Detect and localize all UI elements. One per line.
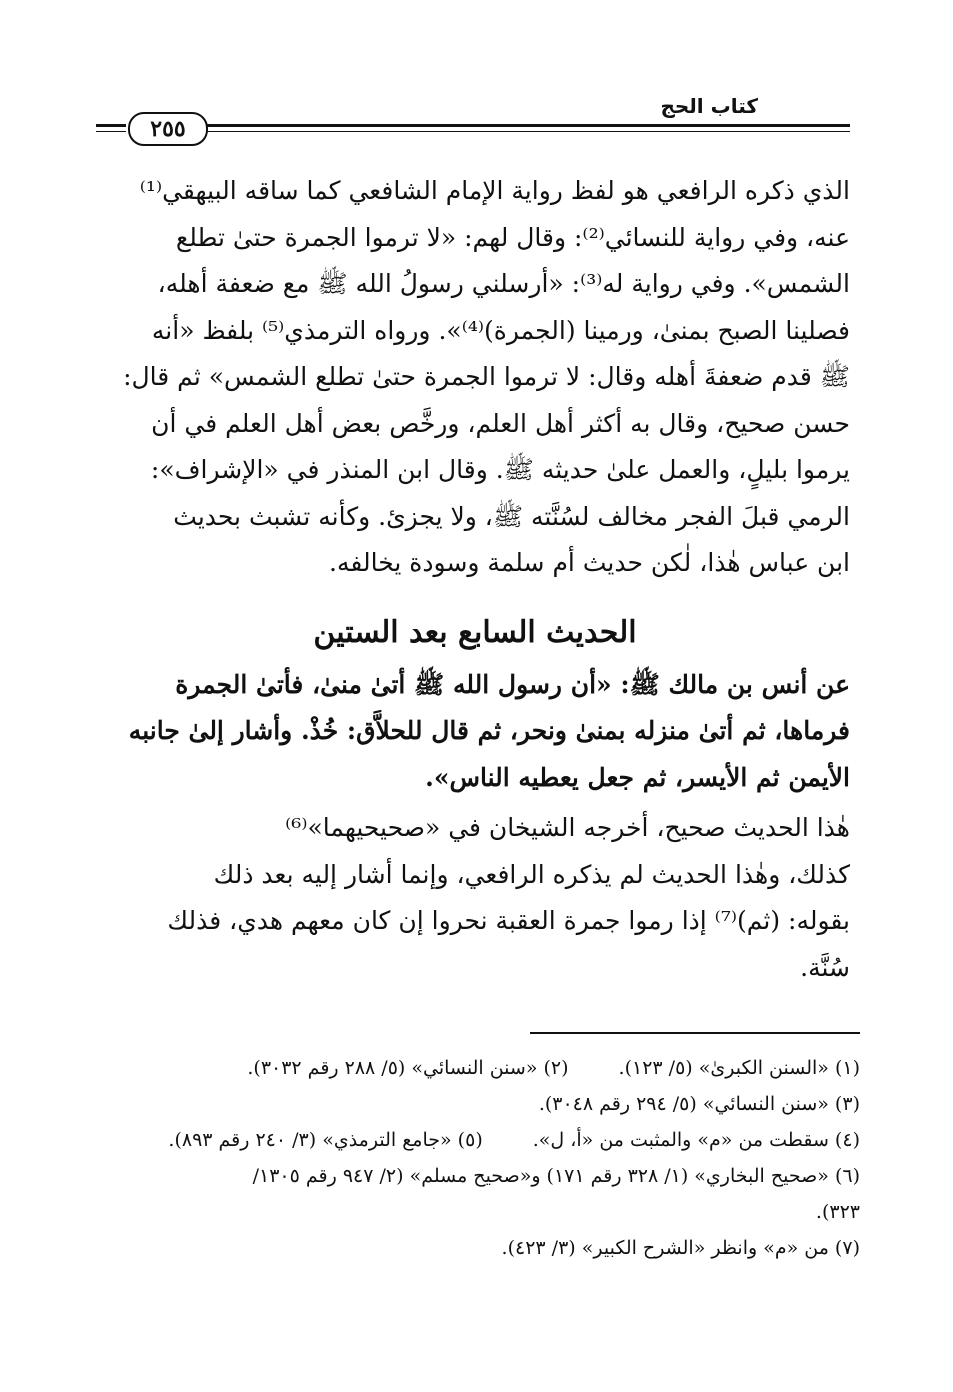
footnote-5: (٥) «جامع الترمذي» (٣/ ٢٤٠ رقم ٨٩٣).: [168, 1129, 483, 1151]
footnote-row: [100, 1086, 860, 1122]
text-line: فرماها، ثم أتىٰ منزله بمنىٰ ونحر، ثم قال للحلاَّق: خُذْ. وأشار إلىٰ جانبه: [128, 716, 850, 745]
text-line: ﷺ قدم ضعفةَ أهله وقال: لا ترموا الجمرة حتىٰ تطلع الشمس» ثم قال:: [123, 362, 850, 391]
text-line: حسن صحيح، وقال به أكثر أهل العلم، ورخَّص بعض أهل العلم في أن: [151, 408, 850, 438]
text-line: يرموا بليلٍ، والعمل علىٰ حديثه ﷺ. وقال ابن المنذر في «الإشراف»:: [150, 455, 850, 484]
hadith-text: [100, 662, 850, 802]
text-line: بقوله: (ثم)⁽⁷⁾ إذا رموا جمرة العقبة نحروا إن كان معهم هدي، فذلك: [167, 906, 850, 935]
text-line: عن أنس بن مالك ﷺ: «أن رسول الله ﷺ أتىٰ منىٰ، فأتىٰ الجمرة: [175, 669, 850, 699]
text-line: فصلينا الصبح بمنىٰ، ورمينا (الجمرة)⁽⁴⁾». ورواه الترمذي⁽⁵⁾ بلفظ «أنه: [151, 315, 850, 345]
footnote-4: (٤) سقطت من «م» والمثبت من «أ، ل».: [532, 1129, 860, 1151]
text-line: الشمس». وفي رواية له⁽³⁾: «أرسلني رسولُ الله ﷺ مع ضعفة أهله،: [157, 269, 850, 298]
footnote-1: (١) «السنن الكبرىٰ» (٥/ ١٢٣).: [618, 1057, 860, 1079]
footnote-row: [100, 1122, 860, 1158]
text-line: هٰذا الحديث صحيح، أخرجه الشيخان في «صحيحيهما»⁽⁶⁾: [285, 813, 850, 842]
page-number: ٢٥٥: [128, 112, 208, 146]
paragraph-takhrij: [100, 805, 850, 991]
footnote-6-continued: ٣٢٣).: [815, 1201, 860, 1223]
text-line: الذي ذكره الرافعي هو لفظ رواية الإمام الشافعي كما ساقه البيهقي⁽¹⁾: [139, 176, 850, 205]
footnote-row: [100, 1158, 860, 1194]
footnote-row: [100, 1230, 860, 1266]
footnote-separator: [530, 1032, 860, 1034]
header-rule-left-thick: [96, 124, 126, 127]
paragraph-commentary: [100, 168, 850, 587]
book-title: كتاب الحج: [660, 94, 758, 118]
text-line: سُنَّة.: [800, 952, 850, 982]
section-heading: الحديث السابع بعد الستين: [313, 614, 637, 650]
text-line: ابن عباس هٰذا، لٰكن حديث أم سلمة وسودة يخالفه.: [329, 548, 850, 577]
header-rule-left-thin: [96, 131, 126, 132]
footnote-7: (٧) من «م» وانظر «الشرح الكبير» (٣/ ٤٢٣).: [501, 1237, 860, 1259]
footnote-3: (٣) «سنن النسائي» (٥/ ٢٩٤ رقم ٣٠٤٨).: [538, 1093, 860, 1115]
footnote-row: [100, 1194, 860, 1230]
footnote-2: (٢) «سنن النسائي» (٥/ ٢٨٨ رقم ٣٠٣٢).: [247, 1057, 569, 1079]
footnote-6: (٦) «صحيح البخاري» (١/ ٣٢٨ رقم ١٧١) و«صحيح مسلم» (٢/ ٩٤٧ رقم ١٣٠٥/: [252, 1165, 860, 1187]
header-rule-thick: [206, 124, 850, 127]
text-line: الأيمن ثم الأيسر، ثم جعل يعطيه الناس».: [425, 762, 850, 792]
text-line: عنه، وفي رواية للنسائي⁽²⁾: وقال لهم: «لا ترموا الجمرة حتىٰ تطلع: [175, 222, 850, 252]
header-rule-thin: [206, 131, 850, 132]
main-text: [100, 168, 850, 991]
footnote-list: [100, 1050, 860, 1266]
footnote-row: [100, 1050, 860, 1086]
text-line: كذلك، وهٰذا الحديث لم يذكره الرافعي، وإنما أشار إليه بعد ذلك: [213, 859, 850, 889]
page-header: [96, 92, 850, 162]
text-line: الرمي قبلَ الفجر مخالف لسُنَّته ﷺ، ولا يجزئ. وكأنه تشبث بحديث: [173, 501, 850, 531]
